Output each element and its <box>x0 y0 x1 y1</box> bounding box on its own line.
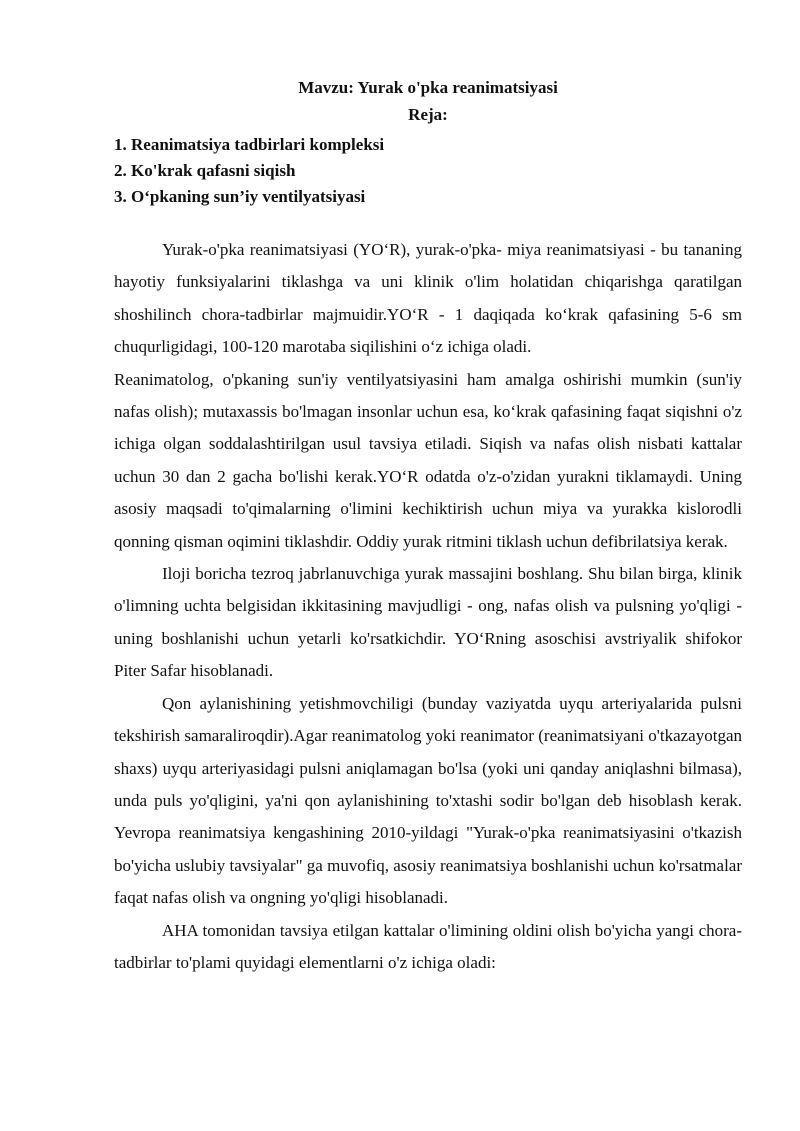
paragraph: Qon aylanishining yetishmovchiligi (bunday vaziyatda uyqu arteriyalarida pulsni tekshirish samaraliroqdir).Agar reanimatolog yoki reanimator (reanimatsiyani o'tkazayotgan shaxs) uyqu arteriyasidagi pulsni aniqlamagan bo'lsa (yoki uni qanday aniqlashni bilmasa), unda puls yo'qligini, ya'ni qon aylanishining to'xtashi sodir bo'lgan deb hisoblash kerak. Yevropa reanimatsiya kengashining 2010-yildagi "Yurak-o'pka reanimatsiyasini o'tkazish bo'yicha uslubiy tavsiyalar" ga muvofiq, asosiy reanimatsiya boshlanishi uchun ko'rsatmalar faqat nafas olish va ongning yo'qligi hisoblanadi. <box>114 693 742 908</box>
paragraph: Iloji boricha tezroq jabrlanuvchiga yurak massajini boshlang. Shu bilan birga, klinik o'limning uchta belgisidan ikkitasining mavjudligi - ong, nafas olish va pulsning yo'qligi - uning boshlanishi uchun yetarli ko'rsatkichdir. YO‘Rning asoschisi avstriyalik shifokor Piter Safar hisoblanadi. <box>114 564 742 681</box>
document-body <box>114 234 742 979</box>
plan-item: 3. O‘pkaning sun’iy ventilyatsiyasi <box>114 187 366 206</box>
paragraph: Yurak-o'pka reanimatsiyasi (YO‘R), yurak-o'pka- miya reanimatsiyasi - bu tananing hayotiy funksiyalarini tiklashga va uni klinik o'lim holatidan chiqarishga qaratilgan shoshilinch chora-tadbirlar majmuidir.YO‘R - 1 daqiqada ko‘krak qafasining 5-6 sm chuqurligidagi, 100-120 marotaba siqilishini o‘z ichiga oladi. <box>114 240 742 357</box>
paragraph: AHA tomonidan tavsiya etilgan kattalar o'limining oldini olish bo'yicha yangi chora-tadbirlar to'plami quyidagi elementlarni o'z ichiga oladi: <box>114 920 742 972</box>
plan-heading: Reja: <box>408 105 448 124</box>
plan-item: 2. Ko'krak qafasni siqish <box>114 161 296 180</box>
document-page <box>114 74 742 979</box>
paragraph: Reanimatolog, o'pkaning sun'iy ventilyatsiyasini ham amalga oshirishi mumkin (sun'iy nafas olish); mutaxassis bo'lmagan insonlar uchun esa, ko‘krak qafasining faqat siqishni o'z ichiga olgan soddalashtirilgan usul tavsiya etiladi. Siqish va nafas olish nisbati kattalar uchun 30 dan 2 gacha bo'lishi kerak.YO‘R odatda o'z-o'zidan yurakni tiklamaydi. Uning asosiy maqsadi to'qimalarning o'limini kechiktirish uchun miya va yurakka kislorodli qonning qisman oqimini tiklashdir. Oddiy yurak ritmini tiklash uchun defibrilatsiya kerak. <box>114 369 742 551</box>
plan-list <box>114 132 742 210</box>
plan-item: 1. Reanimatsiya tadbirlari kompleksi <box>114 135 385 154</box>
document-topic: Mavzu: Yurak o'pka reanimatsiyasi <box>298 78 558 97</box>
